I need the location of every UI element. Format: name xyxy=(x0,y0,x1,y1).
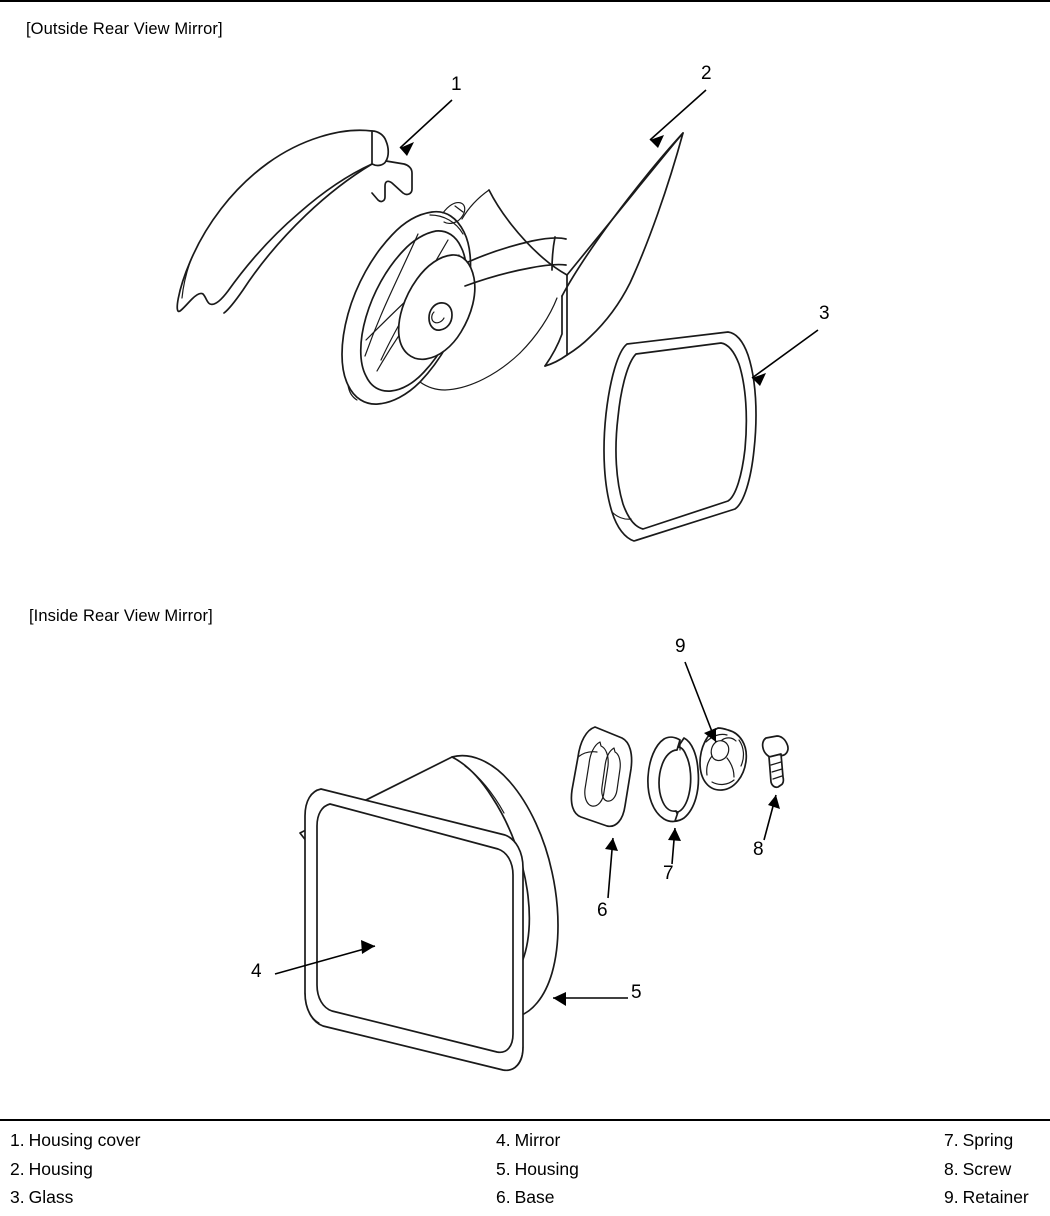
callout-number-2: 2 xyxy=(701,63,712,84)
legend-item-7 xyxy=(944,1126,1029,1155)
part-retainer-art xyxy=(700,728,746,790)
part-glass-art xyxy=(604,332,756,541)
legend-item-9 xyxy=(944,1183,1029,1212)
legend-column-3 xyxy=(944,1126,1029,1212)
legend-item-2 xyxy=(10,1155,140,1184)
legend-item-6 xyxy=(496,1183,579,1212)
callout-number-8: 8 xyxy=(753,839,764,860)
legend-item-3-number: 3. xyxy=(10,1187,25,1207)
part-housing-cover-art xyxy=(177,130,412,313)
legend-item-5 xyxy=(496,1155,579,1184)
legend-item-1 xyxy=(10,1126,140,1155)
legend-item-6-number: 6. xyxy=(496,1187,511,1207)
legend-divider-rule xyxy=(0,1119,1050,1121)
legend-item-6-label: Base xyxy=(514,1187,555,1207)
legend-item-8-label: Screw xyxy=(962,1158,1012,1179)
top-divider-rule xyxy=(0,0,1050,2)
leader-lines xyxy=(275,90,818,1006)
legend-item-7-number: 7. xyxy=(944,1130,959,1150)
callout-number-9: 9 xyxy=(675,636,686,657)
legend-item-5-number: 5. xyxy=(496,1158,511,1179)
callout-number-6: 6 xyxy=(597,900,608,921)
callout-number-3: 3 xyxy=(819,303,830,324)
arrowhead-2 xyxy=(650,135,664,148)
legend-item-3 xyxy=(10,1183,140,1212)
legend-item-4-number: 4. xyxy=(496,1130,511,1150)
arrowhead-4 xyxy=(361,940,375,954)
legend-item-4-label: Mirror xyxy=(514,1130,561,1150)
legend-item-2-label: Housing xyxy=(28,1158,93,1179)
arrowhead-5 xyxy=(553,992,566,1006)
callout-number-5: 5 xyxy=(631,982,642,1003)
section-title-outside-rear-view-mirror: [Outside Rear View Mirror] xyxy=(26,20,223,38)
part-base-art xyxy=(571,727,631,826)
legend-item-1-number: 1. xyxy=(10,1130,25,1150)
legend-item-2-number: 2. xyxy=(10,1158,25,1179)
part-housing-art xyxy=(342,133,683,404)
legend-item-8-number: 8. xyxy=(944,1158,959,1179)
legend-item-8 xyxy=(944,1155,1029,1184)
legend-item-4 xyxy=(496,1126,579,1155)
arrowhead-8 xyxy=(768,795,780,809)
arrowhead-9 xyxy=(704,728,716,742)
callout-number-1: 1 xyxy=(451,74,462,95)
callout-number-7: 7 xyxy=(663,863,674,884)
legend-item-1-label: Housing cover xyxy=(28,1130,141,1150)
callout-number-4: 4 xyxy=(251,961,262,982)
legend-column-2 xyxy=(496,1126,579,1212)
arrowhead-6 xyxy=(605,838,618,851)
parts-legend xyxy=(0,1126,1050,1216)
part-inside-mirror-art xyxy=(300,756,558,1071)
legend-item-9-number: 9. xyxy=(944,1187,959,1207)
arrowhead-7 xyxy=(668,828,681,841)
part-spring-art xyxy=(648,737,699,821)
section-title-inside-rear-view-mirror: [Inside Rear View Mirror] xyxy=(29,607,213,625)
legend-column-1 xyxy=(10,1126,140,1212)
arrowhead-3 xyxy=(752,373,766,386)
arrowhead-1 xyxy=(400,142,414,156)
legend-item-7-label: Spring xyxy=(962,1130,1014,1150)
legend-item-3-label: Glass xyxy=(28,1187,74,1207)
part-screw-art xyxy=(763,736,788,787)
legend-item-5-label: Housing xyxy=(514,1158,579,1179)
legend-item-9-label: Retainer xyxy=(962,1187,1029,1207)
